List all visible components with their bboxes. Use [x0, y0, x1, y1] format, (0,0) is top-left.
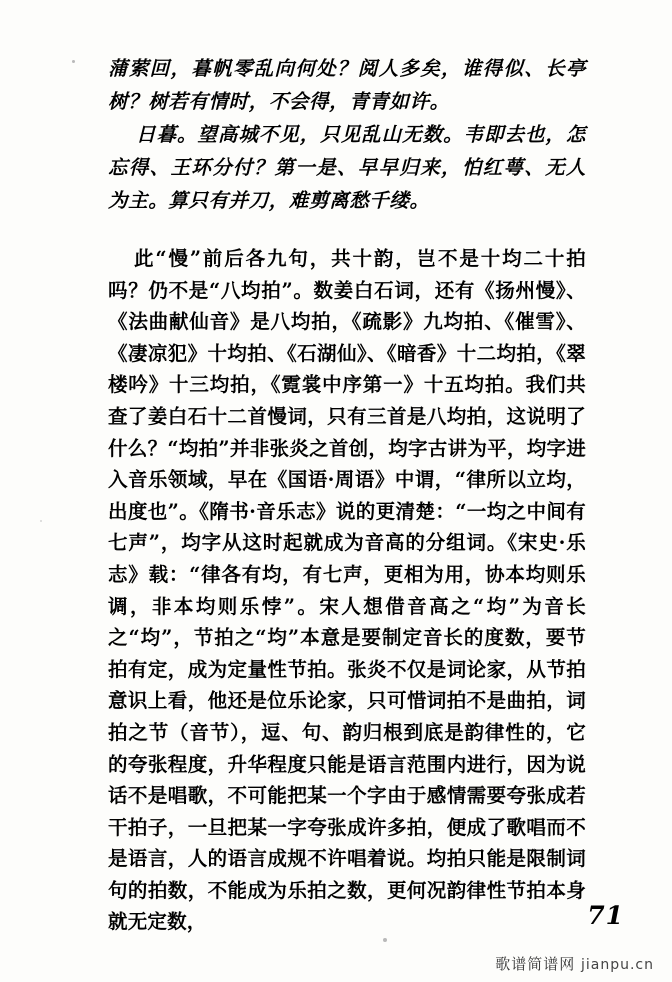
body-block — [108, 243, 586, 938]
scan-speck — [72, 60, 75, 63]
scan-speck — [383, 938, 387, 942]
poem-line-1: 蒲萦回，暮帆零乱向何处？阅人多矣，谁得似、长亭树？树若有情时，不会得，青青如许。 — [108, 57, 586, 113]
page-number: 71 — [587, 901, 624, 930]
paragraph-gap — [108, 217, 586, 243]
watermark-label: 歌谱简谱网 — [495, 955, 576, 973]
watermark — [495, 953, 654, 974]
poem-line-2: 日暮。望高城不见，只见乱山无数。韦即去也，怎忘得、王环分付？第一是、早早归来，怕红萼、无人为主。算只有并刀，难剪离愁千缕。 — [108, 123, 586, 212]
body-paragraph-1: 此“慢”前后各九句，共十韵，岂不是十均二十拍吗？仍不是“八均拍”。数姜白石词，还有《扬州慢》、《法曲献仙音》是八均拍，《疏影》九均拍、《催雪》、《凄凉犯》十均拍、《石湖仙》、《暗香》十二均拍，《翠楼吟》十三均拍，《霓裳中序第一》十五均拍。我们共查了姜白石十二首慢词，只有三首是八均拍，这说明了什么？“均拍”并非张炎之首创，均字古讲为平，均字进入音乐领域，早在《国语·周语》中谓，“律所以立均，出度也”。《隋书·音乐志》说的更清楚：“一均之中间有七声”，均字从这时起就成为音高的分组词。《宋史·乐志》载：“律各有均，有七声，更相为用，协本均则乐调，非本均则乐悖”。宋人想借音高之“均”为音长之“均”，节拍之“均”本意是要制定音长的度数，要节拍有定，成为定量性节拍。张炎不仅是词论家，从节拍意识上看，他还是位乐论家，只可惜词拍不是曲拍，词拍之节（音节），逗、句、韵归根到底是韵律性的，它的夸张程度，升华程度只能是语言范围内进行，因为说话不是唱歌，不可能把某一个字由于感情需要夸张成若干拍子，一旦把某一字夸张成许多拍，便成了歌唱而不是语言，人的语言成规不许唱着说。均拍只能是限制词句的拍数，不能成为乐拍之数，更何况韵律性节拍本身就无定数， — [108, 247, 586, 934]
watermark-url: jianpu.cn — [580, 957, 654, 973]
scan-speck — [40, 520, 42, 522]
page-content — [108, 52, 586, 938]
poem-block — [108, 52, 586, 217]
